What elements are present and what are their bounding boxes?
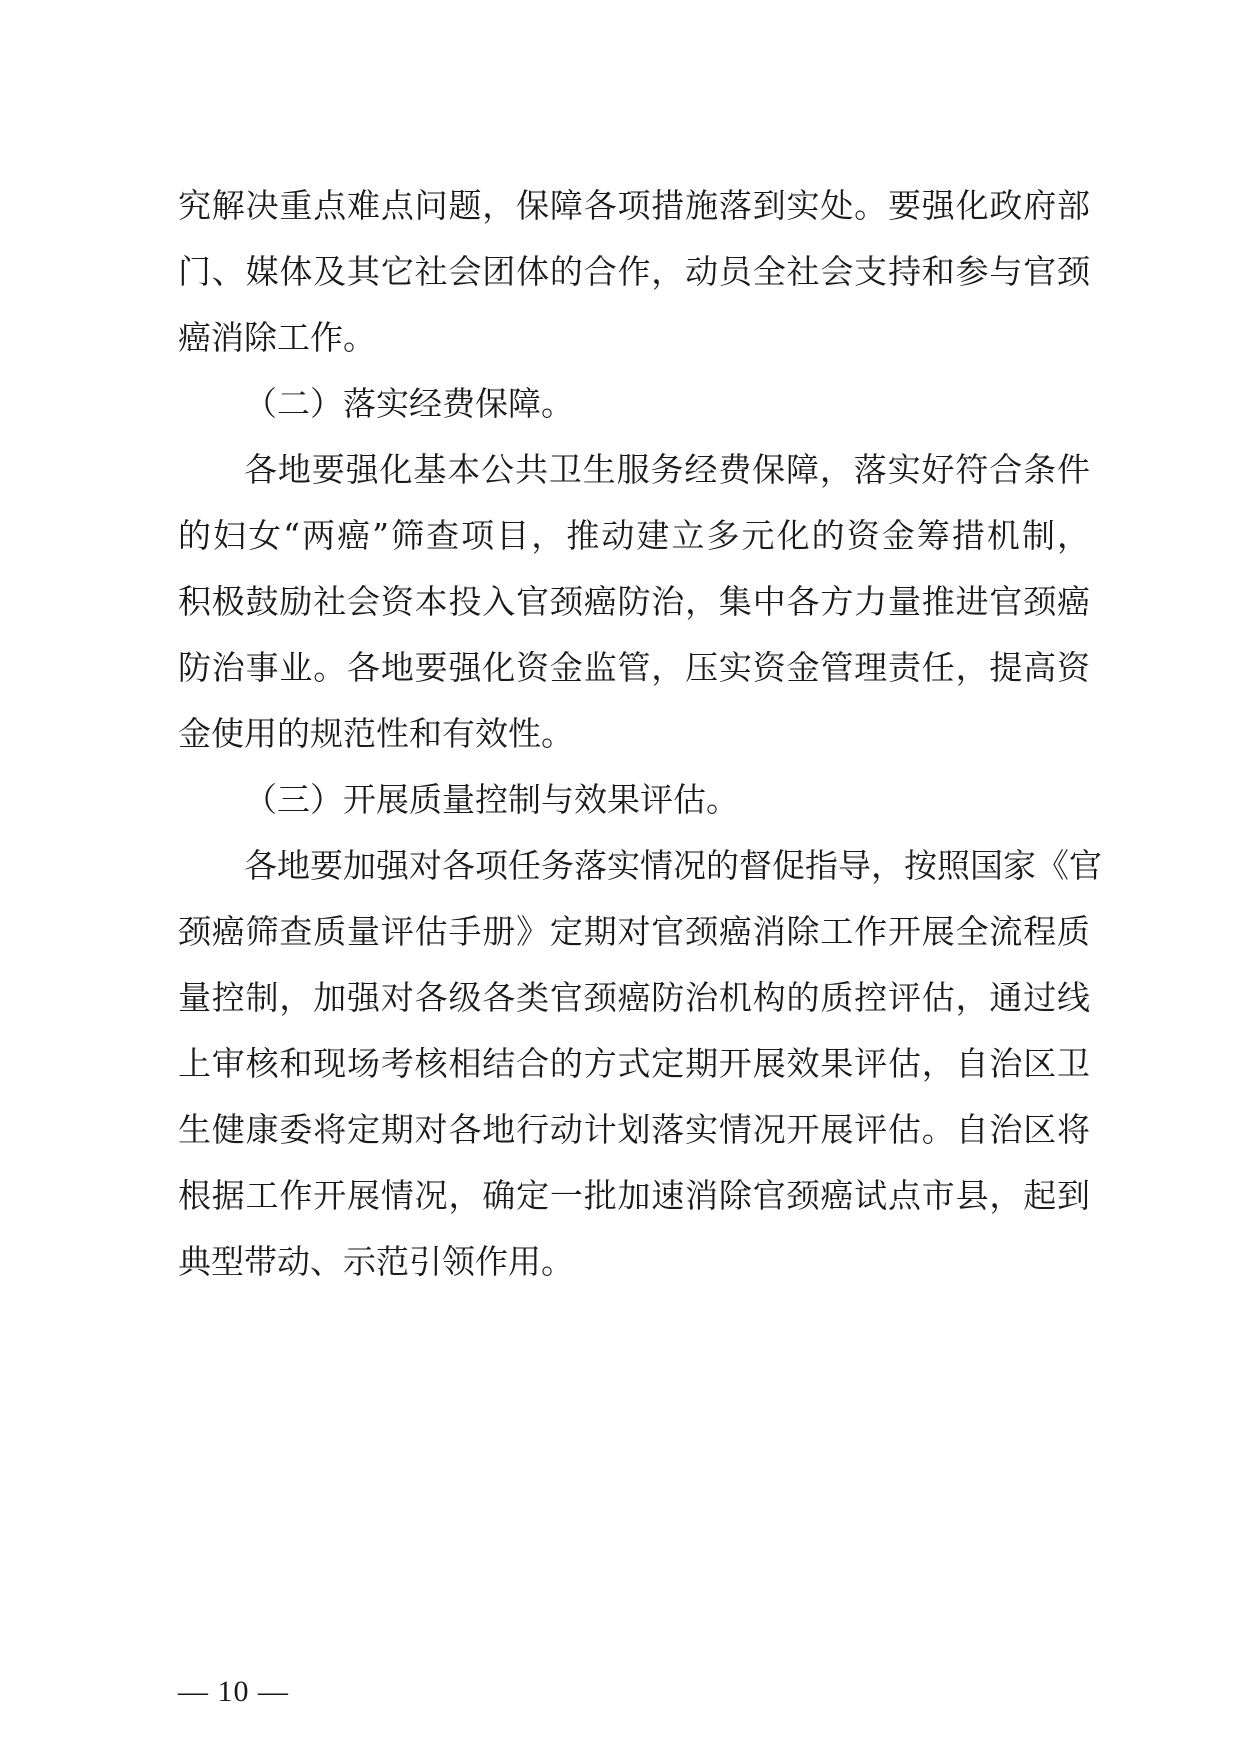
paragraph-2-line-3: 积极鼓励社会资本投入官颈癌防治，集中各方力量推进官颈癌	[178, 582, 1090, 621]
paragraph-3-line-1: 各地要加强对各项任务落实情况的督促指导，按照国家《官	[244, 846, 1102, 885]
paragraph-3-line-3: 量控制，加强对各级各类官颈癌防治机构的质控评估，通过线	[178, 978, 1090, 1017]
paragraph-3-line-2: 颈癌筛查质量评估手册》定期对官颈癌消除工作开展全流程质	[178, 912, 1090, 951]
section-heading-3: （三）开展质量控制与效果评估。	[244, 780, 739, 819]
paragraph-3-line-4: 上审核和现场考核相结合的方式定期开展效果评估，自治区卫	[178, 1044, 1090, 1083]
page-number: — 10 —	[178, 1675, 289, 1708]
paragraph-2-line-1: 各地要强化基本公共卫生服务经费保障，落实好符合条件	[244, 450, 1090, 489]
paragraph-3-line-5: 生健康委将定期对各地行动计划落实情况开展评估。自治区将	[178, 1110, 1090, 1149]
paragraph-1-line-2: 门、媒体及其它社会团体的合作，动员全社会支持和参与官颈	[178, 252, 1090, 291]
paragraph-2-line-2: 的妇女“两癌”筛查项目，推动建立多元化的资金筹措机制，	[178, 516, 1090, 555]
paragraph-3-line-6: 根据工作开展情况，确定一批加速消除官颈癌试点市县，起到	[178, 1176, 1090, 1215]
paragraph-1-line-3: 癌消除工作。	[178, 318, 376, 357]
section-heading-2: （二）落实经费保障。	[244, 384, 574, 423]
paragraph-2-line-4: 防治事业。各地要强化资金监管，压实资金管理责任，提高资	[178, 648, 1090, 687]
paragraph-3-line-7: 典型带动、示范引领作用。	[178, 1242, 574, 1281]
paragraph-2-line-5: 金使用的规范性和有效性。	[178, 714, 574, 753]
paragraph-1-line-1: 究解决重点难点问题，保障各项措施落到实处。要强化政府部	[178, 186, 1090, 225]
